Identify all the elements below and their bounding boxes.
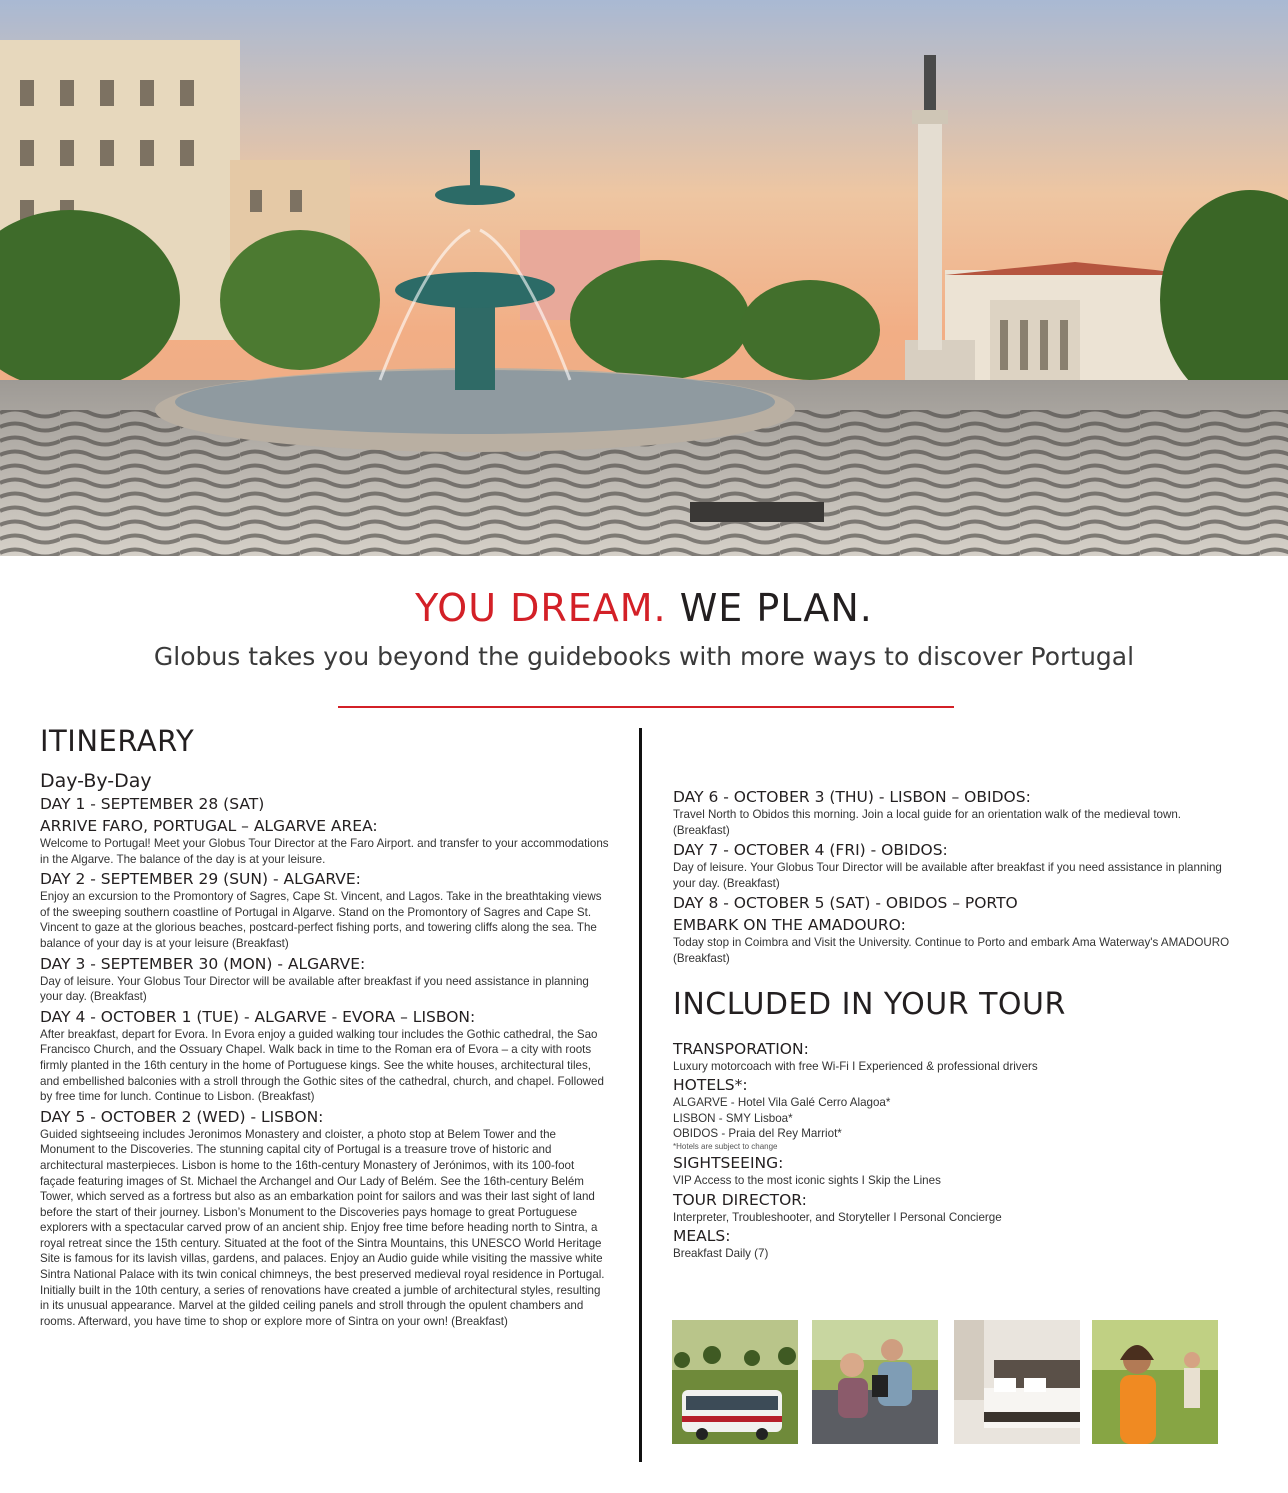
sightseeing-heading: SIGHTSEEING: [673,1153,784,1172]
day-3-text: Day of leisure. Your Globus Tour Director will be available after breakfast if you need assistance in planning your day. (Breakfast) [40,974,589,1004]
hero-image-lisbon-square [0,0,1288,556]
meals-text: Breakfast Daily (7) [673,1247,769,1261]
day-7-text: Day of leisure. Your Globus Tour Director will be available after breakfast if you need assistance in planning your day. (Breakfast) [673,861,1222,890]
day-8-heading: DAY 8 - OCTOBER 5 (SAT) - OBIDOS – PORTO [673,894,1018,913]
hotel-lisbon: LISBON - SMY Lisboa* [673,1111,793,1125]
day-5-heading: DAY 5 - OCTOBER 2 (WED) - LISBON: [40,1107,324,1126]
tour-director-heading: TOUR DIRECTOR: [673,1190,807,1209]
photo-garden-travelers [1092,1320,1218,1444]
tagline-dream: YOU DREAM. [415,586,667,630]
day-8-text: Today stop in Coimbra and Visit the University. Continue to Porto and embark Ama Waterway's AMADOURO (Breakfast) [673,936,1230,965]
day-6-text: Travel North to Obidos this morning. Join a local guide for an orientation walk of the medieval town. (Breakfast) [673,808,1182,837]
photo-strip [672,1320,1082,1444]
included-title: INCLUDED IN YOUR TOUR [673,986,1066,1022]
tagline-plan: WE PLAN. [666,586,873,630]
tour-director-text: Interpreter, Troubleshooter, and Storyteller I Personal Concierge [673,1210,1002,1224]
hotel-obidos: OBIDOS - Praia del Rey Marriot* [673,1127,842,1141]
day-6-heading: DAY 6 - OCTOBER 3 (THU) - LISBON – OBIDOS: [673,788,1031,806]
column-divider [639,728,642,1462]
photo-hotel-room [954,1320,1080,1444]
meals-heading: MEALS: [673,1227,731,1246]
day-2-text: Enjoy an excursion to the Promontory of Sagres, Cape St. Vincent, and Lagos. Take in the breathtaking views of the sweeping southern coastline of Portugal in Algarve. Stand on the Promontory of Sagres and Cape St. Vincent to gaze at the glorious beaches, postcard-perfect fishing ports, and towering cliffs along the sea. The balance of your day is at your leisure (Breakfast) [40,890,602,950]
red-divider [338,706,954,708]
day-4-heading: DAY 4 - OCTOBER 1 (TUE) - ALGARVE - EVORA – LISBON: [40,1007,476,1026]
tagline [0,586,1288,630]
subtitle: Globus takes you beyond the guidebooks with more ways to discover Portugal [153,642,1135,671]
itinerary-title: ITINERARY [40,724,195,758]
hotel-algarve: ALGARVE - Hotel Vila Galé Cerro Alagoa* [673,1096,891,1110]
right-column [673,785,1233,1262]
itinerary-subtitle: Day-By-Day [40,770,152,792]
hotels-heading: HOTELS*: [673,1076,748,1095]
day-1-text: Welcome to Portugal! Meet your Globus Tour Director at the Faro Airport. and transfer to your accommodations in the Algarve. The balance of the day is at your leisure. [40,837,609,866]
day-1-subheading: ARRIVE FARO, PORTUGAL – ALGARVE AREA: [40,817,378,835]
photo-onboard-passengers [812,1320,938,1444]
day-7-heading: DAY 7 - OCTOBER 4 (FRI) - OBIDOS: [673,841,948,860]
day-5-text: Guided sightseeing includes Jeronimos Monastery and cloister, a photo stop at Belem Tower and the Monument to the Discoveries. The stunning capital city of Portugal is a treasure trove of historic and architectural masterpieces. Lisbon is home to the 16th-century Monastery of Jerónimos, with its 100-foot façade featuring images of St. Michael the Archangel and Our Lady of Belém. See the 16th-century Belém Tower, which served as a fortress but also as an embarkation point for sailors and was their last sight of land before the start of their journey. Lisbon’s Monument to the Discoveries pays homage to great Portuguese explorers with a spectacular carved prow of an ancient ship. Enjoy free time before heading north to Sintra, a royal retreat since the 15th century. Situated at the foot of the Sintra Mountains, this UNESCO World Heritage Site is famous for its lavish villas, gardens, and palaces. Enjoy an Audio guide while visiting the massive white Sintra National Palace with its twin conical chimneys, the best preserved medieval royal residence in Portugal. Initially built in the 10th century, a series of renovations have created a jumble of architectural styles, resulting in its unusual appearance. Marvel at the gilded ceiling panels and stroll through the opulent chambers and rooms. Afterward, you have time to shop or explore more of Sintra on your own! (Breakfast) [40,1127,605,1328]
sightseeing-text: VIP Access to the most iconic sights I Skip the Lines [673,1173,941,1187]
transport-heading: TRANSPORATION: [673,1039,809,1058]
day-4-text: After breakfast, depart for Evora. In Evora enjoy a guided walking tour includes the Gothic cathedral, the Sao Francisco Church, and the Ossuary Chapel. Walk back in time to the Roman era of Evora – a city with roots firmly planted in the 16th century in the home of Portuguese kings. See the white houses, architectural tiles, and embellished balconies with a stroll through the Gothic sites of the cathedral, church, and chapel. Followed by free time for lunch. Continue to Lisbon. (Breakfast) [40,1027,604,1104]
day-3-heading: DAY 3 - SEPTEMBER 30 (MON) - ALGARVE: [40,954,366,973]
photo-motorcoach [672,1320,798,1444]
day-2-heading: DAY 2 - SEPTEMBER 29 (SUN) - ALGARVE: [40,870,361,889]
day-1-heading: DAY 1 - SEPTEMBER 28 (SAT) [40,795,265,813]
itinerary-column [40,724,610,1329]
day-8-subheading: EMBARK ON THE AMADOURO: [673,916,906,935]
transport-text: Luxury motorcoach with free Wi-Fi I Experienced & professional drivers [673,1059,1038,1073]
hotels-note: *Hotels are subject to change [673,1141,778,1151]
